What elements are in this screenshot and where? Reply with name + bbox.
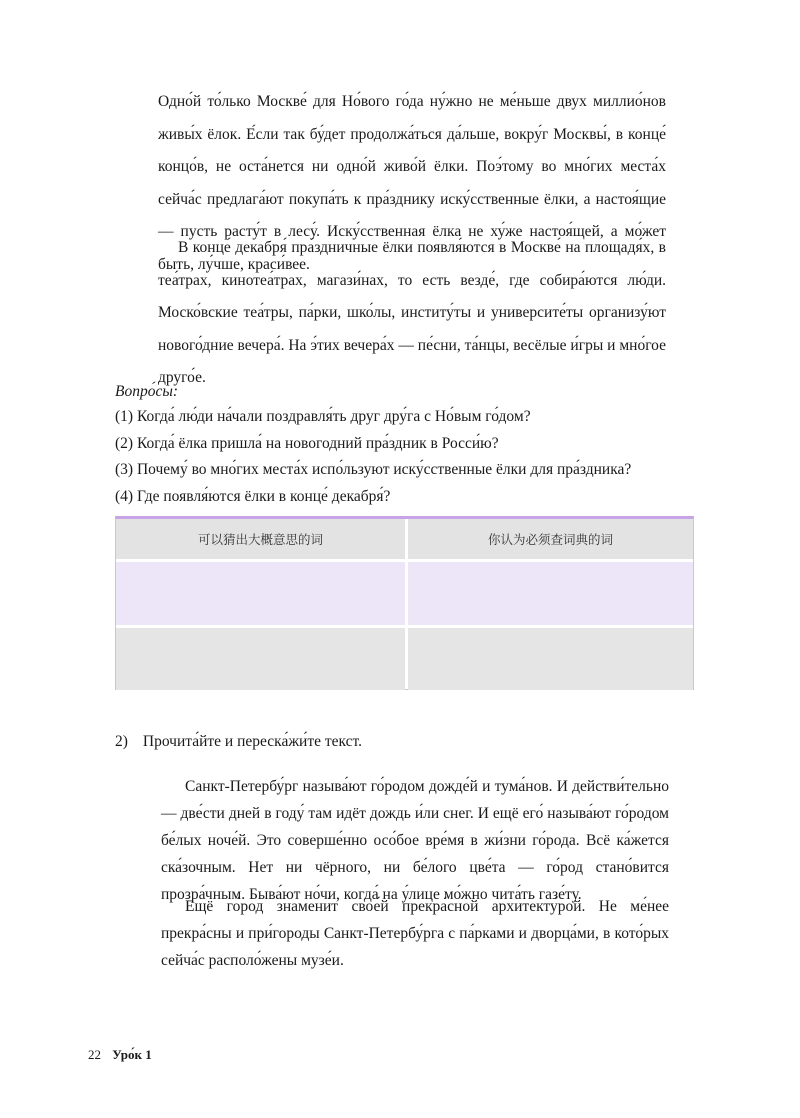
table-cell-guessable[interactable] [116, 628, 405, 690]
table-header-row [116, 519, 693, 559]
questions-list [115, 404, 675, 510]
question-item: (2) Когда́ ёлка пришла́ на новогодний пра́здник в Росси́ю? [115, 434, 499, 452]
page-number: 22 [88, 1047, 101, 1062]
questions-title: Вопро́сы: [115, 383, 179, 400]
question-item: (4) Где появля́ются ёлки в конце́ декабря́? [115, 487, 391, 505]
table-cell-dictionary[interactable] [408, 562, 693, 625]
lesson-label: Уро́к 1 [112, 1047, 152, 1062]
header-dictionary-words: 你认为必须查词典的词 [408, 519, 693, 559]
spb-paragraph-2: Ещё го́род знамени́т свое́й прекра́сной архитекту́рой. Не ме́нее прекра́сны и при́городы Санкт-Петербу́рга с па́рками и дворца́ми, в кото́рых сейча́с располо́жены музе́и. [161, 898, 669, 969]
spb-paragraph-1: Санкт-Петербу́рг называ́ют го́родом дожде́й и тума́нов. И действи́тельно — две́сти дней в году́ там идёт дождь и́ли снег. И ещё его́ называ́ют го́родом бе́лых ноче́й. Это соверше́нно осо́бое вре́мя в жи́зни го́рода. Всё ка́жется ска́зочным. Нет ни чёрного, ни бе́лого цве́та — го́род стано́вится прозра́чным. Быва́ют но́чи, когда́ на у́лице мо́жно чита́ть газе́ту. [161, 778, 669, 903]
reading-paragraph-1: Одно́й то́лько Москве́ для Но́вого го́да ну́жно не ме́ньше двух миллио́нов живы́х ёлок. Е́сли так бу́дет продолжа́ться да́льше, вокру́г Москвы́, в конце́ концо́в, не оста́нется ни одно́й живо́й ёлки. Поэ́тому во мно́гих места́х сейча́с предлага́ют покупа́ть к пра́зднику иску́сственные ёлки, а настоя́щие — пусть расту́т в лесу́. Иску́сственная ёлка не ху́же настоя́щей, а мо́жет быть, лу́чше, краси́вее. [158, 93, 666, 273]
task-number: 2) [115, 733, 128, 750]
task-heading [115, 733, 362, 751]
table-cell-dictionary[interactable] [408, 628, 693, 690]
vocabulary-table [115, 516, 694, 690]
task-instruction: Прочита́йте и переска́жи́те текст. [142, 733, 363, 750]
table-row [116, 562, 693, 625]
table-cell-guessable[interactable] [116, 562, 405, 625]
header-guessable-words: 可以猜出大概意思的词 [116, 519, 405, 559]
question-item: (1) Когда́ лю́ди на́чали поздравля́ть друг дру́га с Но́вым го́дом? [115, 408, 531, 425]
page-footer [88, 1047, 152, 1063]
reading-paragraph-2: В конце́ декабря́ пра́здничные ёлки появля́ются в Москве́ на площадя́х, в теа́трах, кинотеа́трах, магази́нах, то есть везде́, где собира́ются лю́ди. Моско́вские теа́тры, па́рки, шко́лы, институ́ты и университе́ты организу́ют нового́дние вечера́. На э́тих вечера́х — пе́сни, та́нцы, весёлые и́гры и мно́гое друго́е. [158, 239, 666, 386]
table-row [116, 628, 693, 690]
question-item: (3) Почему́ во мно́гих места́х испо́льзуют иску́сственные ёлки для пра́здника? [115, 461, 632, 478]
